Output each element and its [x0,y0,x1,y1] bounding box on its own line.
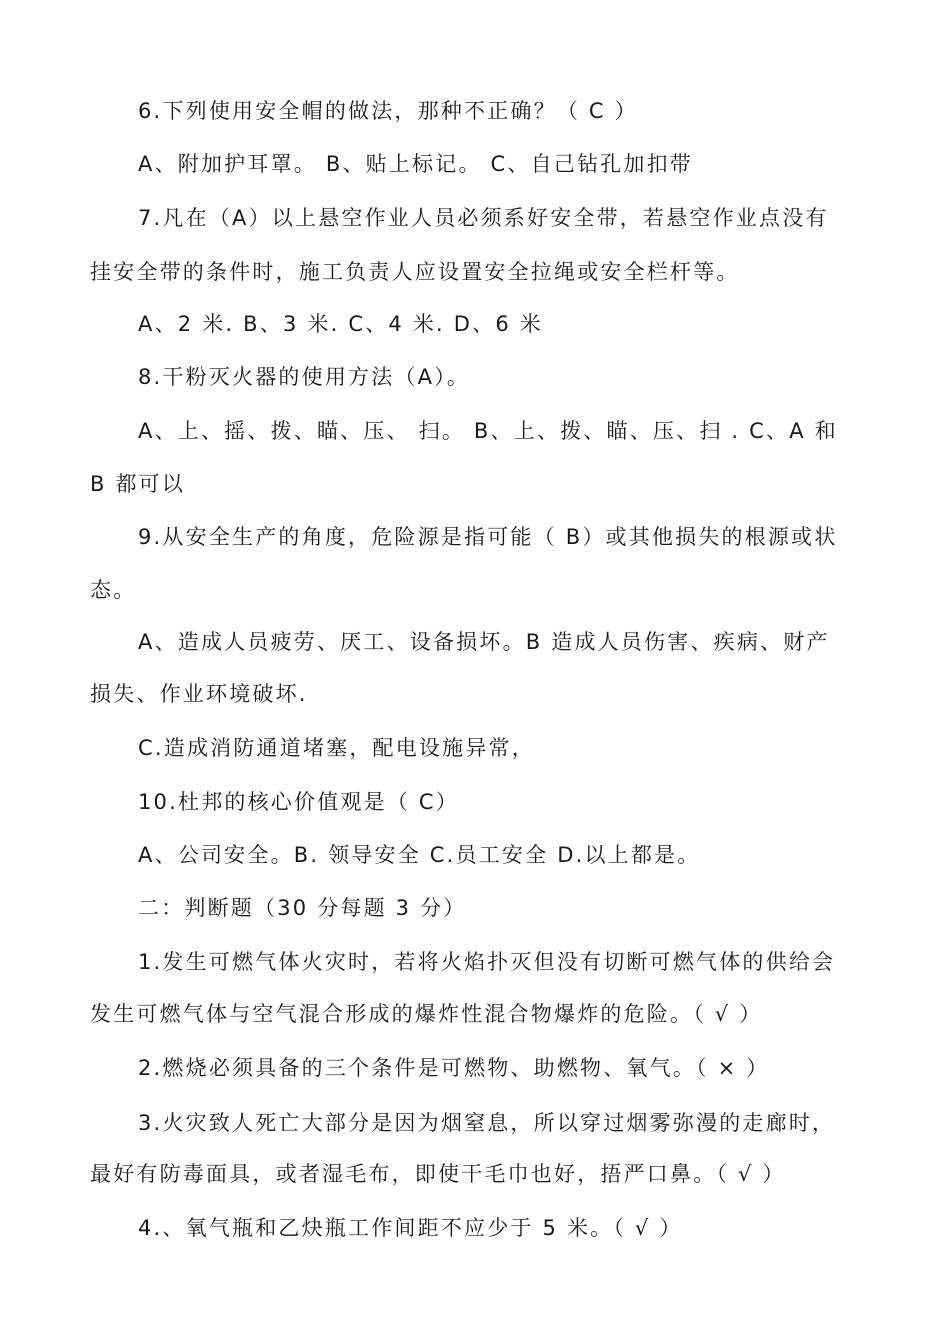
question-7-cont: 挂安全带的条件时，施工负责人应设置安全拉绳或安全栏杆等。 [90,260,740,284]
judgement-3-cont: 最好有防毒面具，或者湿毛布，即使干毛巾也好，捂严口鼻。（ √ ） [90,1162,786,1186]
question-10: 10.杜邦的核心价值观是（ C） [138,790,459,814]
question-6-options: A、附加护耳罩。 B、贴上标记。 C、自己钻孔加扣带 [138,152,693,176]
judgement-2: 2.燃烧必须具备的三个条件是可燃物、助燃物、氧气。（ × ） [138,1056,770,1080]
question-7: 7.凡在（A）以上悬空作业人员必须系好安全带，若悬空作业点没有 [138,206,829,230]
judgement-3: 3.火灾致人死亡大部分是因为烟窒息，所以穿过烟雾弥漫的走廊时， [138,1111,836,1135]
question-6: 6.下列使用安全帽的做法，那种不正确？（ C ） [138,99,638,123]
question-9-options-cont: 损失、作业环境破坏. [90,682,308,706]
question-9-cont: 态。 [90,578,137,602]
judgement-4: 4.、氧气瓶和乙炔瓶工作间距不应少于 5 米。（ √ ） [138,1216,683,1240]
question-9-option-c: C.造成消防通道堵塞，配电设施异常， [138,736,535,760]
question-8-options-cont: B 都可以 [90,472,186,496]
question-7-options: A、2 米. B、3 米. C、4 米. D、6 米 [138,312,544,336]
judgement-1: 1.发生可燃气体火灾时，若将火焰扑灭但没有切断可燃气体的供给会 [138,950,836,974]
question-10-options: A、公司安全。B. 领导安全 C.员工安全 D.以上都是。 [138,843,701,867]
section-heading-true-false: 二：判断题（30 分每题 3 分） [138,896,467,920]
question-9: 9.从安全生产的角度，危险源是指可能（ B）或其他损失的根源或状 [138,525,838,549]
question-8-options: A、上、摇、拨、瞄、压、 扫。 B、上、拨、瞄、压、扫 . C、A 和 [138,419,838,443]
question-8: 8.干粉灭火器的使用方法（A）。 [138,365,471,389]
judgement-1-cont: 发生可燃气体与空气混合形成的爆炸性混合物爆炸的危险。（ √ ） [90,1002,763,1026]
question-9-options: A、造成人员疲劳、厌工、设备损坏。B 造成人员伤害、疾病、财产 [138,630,830,654]
